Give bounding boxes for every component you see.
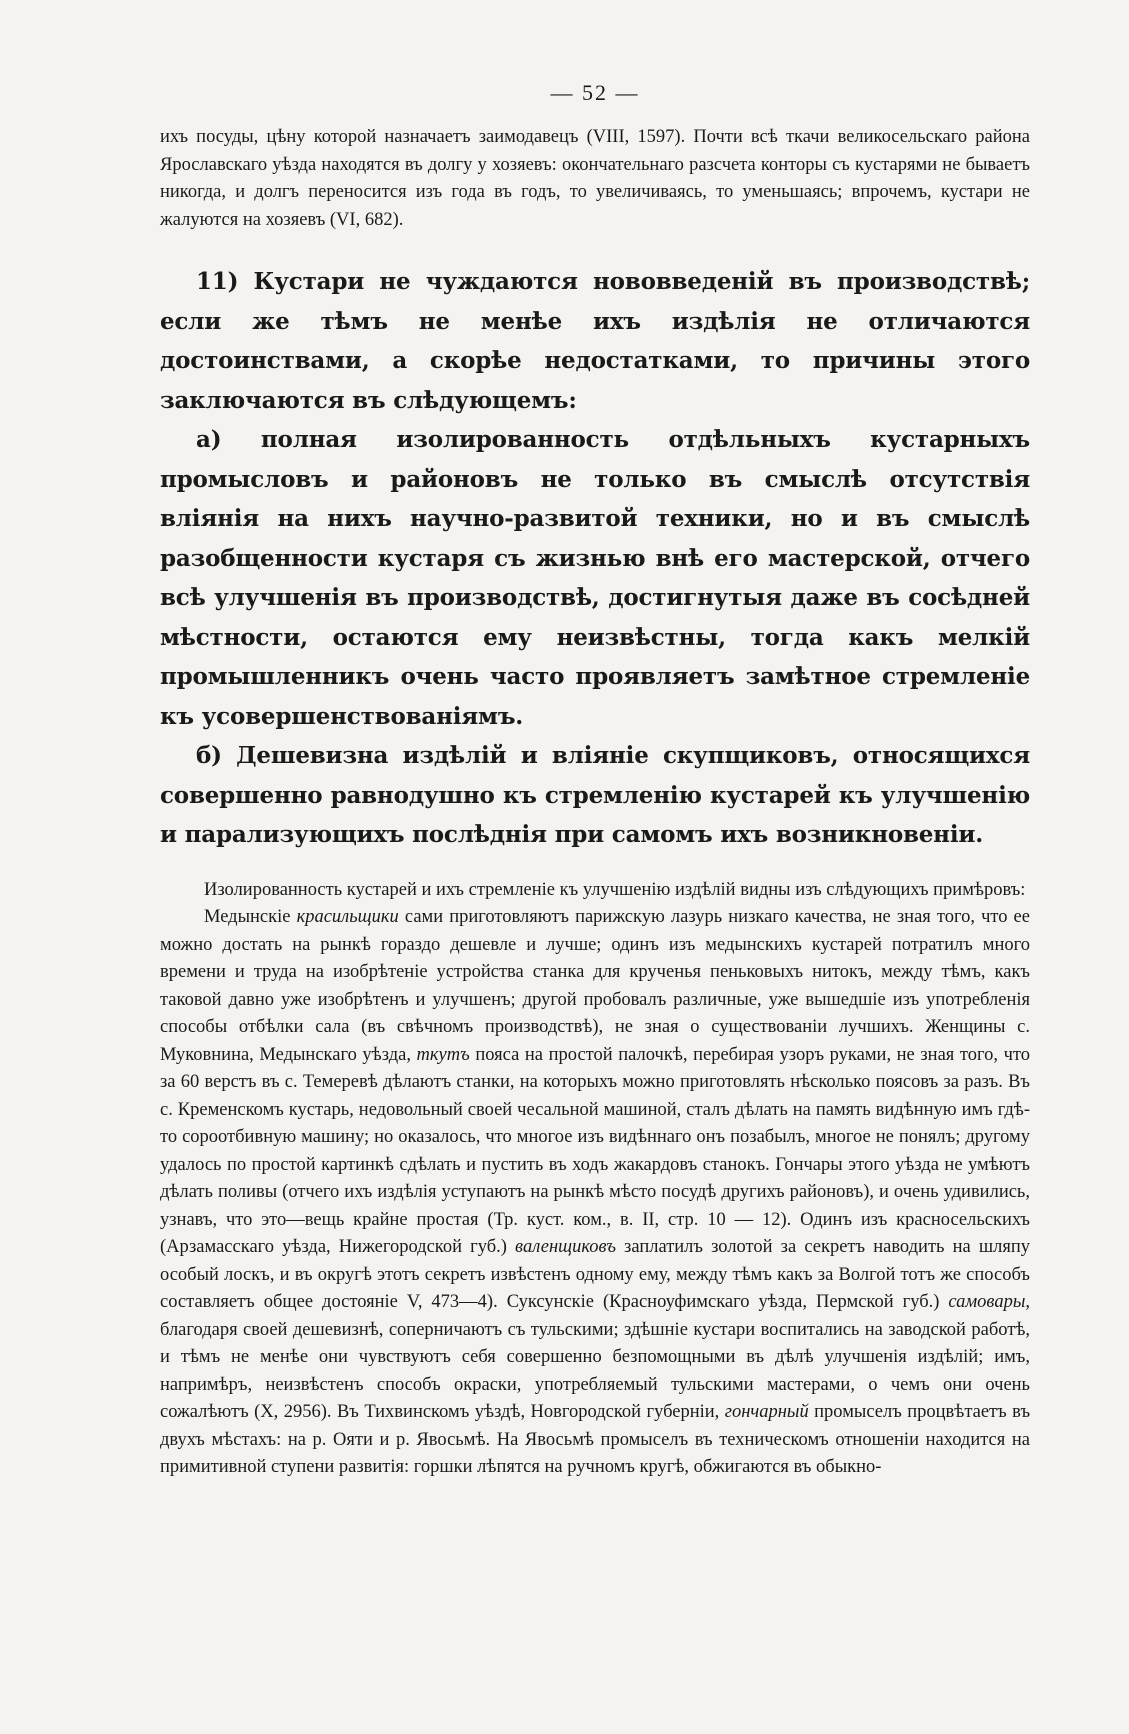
text-run: , благодаря своей дешевизнѣ, соперничаютъ съ тульскими; здѣшніе кустари воспитались на заводской работѣ, и тѣмъ не менѣе они чувствуютъ себя совершенно безпомощными въ дѣлѣ улучшенія издѣлій; имъ, напримѣръ, неизвѣстенъ способъ окраски, употребляемый тульскими мастерами, о чемъ они очень сожалѣютъ (X, 2956). Въ Тихвинскомъ уѣздѣ, Новгородской губерніи, bbox=[160, 1292, 1030, 1422]
section-11-heading: 11) Кустари не чуждаются нововведеній въ производствѣ; если же тѣмъ не менѣе ихъ издѣлія не отличаются достоинствами, а скорѣе недостатками, то причины этого заключаются въ слѣдующемъ: bbox=[160, 268, 1030, 414]
page bbox=[160, 80, 1030, 1700]
text-run: пояса на простой палочкѣ, перебирая узоръ руками, не зная того, что за 60 верстъ въ с. Темеревѣ дѣлаютъ станки, на которыхъ можно приготовлять нѣсколько поясовъ за разъ. Въ с. Кременскомъ кустарь, недовольный своей чесальной машиной, сталъ дѣлать на память видѣнную имъ гдѣ-то сороотбивную машину; но оказалось, что многое изъ видѣннаго онъ позабылъ, многое не понялъ; другому удалось по простой картинкѣ сдѣлать и пустить въ ходъ жакардовъ станокъ. Гончары этого уѣзда не умѣютъ дѣлать поливы (отчего ихъ издѣлія уступаютъ на рынкѣ мѣсто посудѣ другихъ районовъ), и очень удивились, узнавъ, что это—вещь крайне простая (Тр. куст. ком., в. II, стр. 10 — 12). Одинъ изъ красносельскихъ (Арзамасскаго уѣзда, Нижегородской губ.) bbox=[160, 1044, 1030, 1257]
page-number: — 52 — bbox=[550, 80, 640, 105]
intro-paragraph: ихъ посуды, цѣну которой назначаетъ заимодавецъ (VIII, 1597). Почти всѣ ткачи великосельскаго района Ярославскаго уѣзда находятся въ долгу у хозяевъ: окончательнаго разсчета конторы съ кустарями не бываетъ никогда, и долгъ переносится изъ года въ годъ, то увеличиваясь, то уменьшаясь; впрочемъ, кустари не жалуются на хозяевъ (VI, 682). bbox=[160, 127, 1030, 230]
examples-paragraph bbox=[160, 904, 1030, 1482]
text-run: заплатилъ золотой за секретъ наводить на шляпу особый лоскъ, и въ округѣ этотъ секретъ извѣстенъ одному ему, между тѣмъ какъ за Волгой тотъ же способъ составляетъ общее достояніе V, 473—4). Суксунскіе (Красноуфимскаго уѣзда, Пермской губ.) bbox=[160, 1237, 1030, 1312]
examples-intro: Изолированность кустарей и ихъ стремленіе къ улучшенію издѣлій видны изъ слѣдующихъ примѣровъ: bbox=[204, 879, 1026, 900]
text-run: сами приготовляютъ парижскую лазурь низкаго качества, не зная того, что ее можно достать на рынкѣ гораздо дешевле и лучше; одинъ изъ медынскихъ кустарей потратилъ много времени и труда на изобрѣтеніе устройства станка для крученья пеньковыхъ нитокъ, между тѣмъ, какъ таковой давно уже изобрѣтенъ и улучшенъ; другой пробовалъ различные, уже вышедшіе изъ употребленія способы отбѣлки сала (въ свѣчномъ производствѣ), не зная о существованіи лучшихъ. Женщины с. Муковнина, Медынскаго уѣзда, bbox=[160, 907, 1030, 1065]
italic-term: ткутъ bbox=[416, 1044, 470, 1065]
italic-term: самовары bbox=[948, 1292, 1026, 1312]
italic-term: валенщиковъ bbox=[515, 1237, 616, 1257]
intro-block bbox=[160, 124, 1030, 234]
text-run: промыселъ процвѣтаетъ въ двухъ мѣстахъ: на р. Ояти и р. Явосьмѣ. На Явосьмѣ промыселъ въ техническомъ отношеніи находится на примитивной ступени развитія: горшки лѣпятся на ручномъ кругѣ, обжигаются въ обыкно- bbox=[160, 1402, 1031, 1477]
point-a: а) полная изолированность отдѣльныхъ кустарныхъ промысловъ и районовъ не только въ смыслѣ отсутствія вліянія на нихъ научно-развитой техники, но и въ смыслѣ разобщенности кустаря съ жизнью внѣ его мастерской, отчего всѣ улучшенія въ производствѣ, достигнутыя даже въ сосѣдней мѣстности, остаются ему неизвѣстны, тогда какъ мелкій промышленникъ очень часто проявляетъ замѣтное стремленіе къ усовершенствованіямъ. bbox=[160, 426, 1030, 730]
point-b: б) Дешевизна издѣлій и вліяніе скупщиковъ, относящихся совершенно равнодушно къ стремленію кустарей къ улучшенію и парализующихъ послѣднія при самомъ ихъ возникновеніи. bbox=[160, 742, 1030, 848]
italic-term: красильщики bbox=[296, 907, 399, 927]
main-points bbox=[160, 262, 1030, 855]
text-run: Медынскіе bbox=[204, 907, 297, 927]
italic-term: гончарный bbox=[724, 1402, 809, 1422]
examples-block bbox=[160, 877, 1030, 1482]
